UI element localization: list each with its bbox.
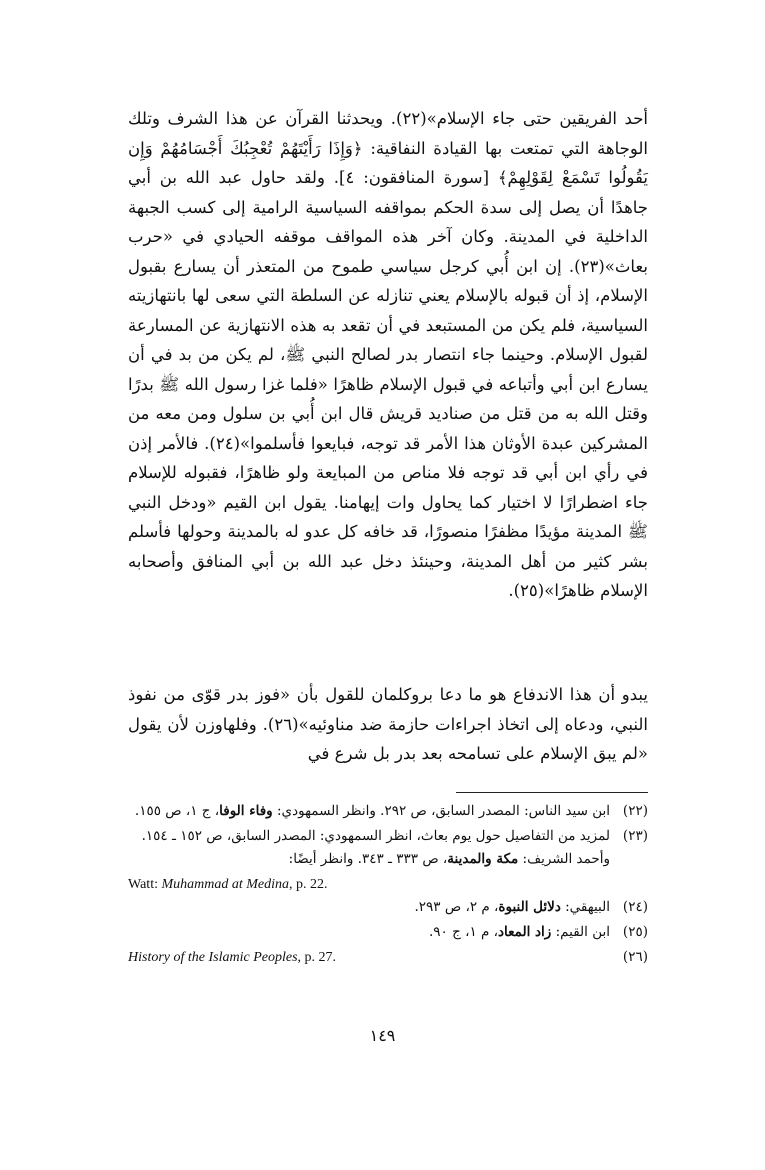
paragraph-1: أحد الفريقين حتى جاء الإسلام»(٢٢). ويحدثنا القرآن عن هذا الشرف وتلك الوجاهة التي تمتعت بها القيادة النفاقية: ﴿وَإِذَا رَأَيْتَهُمْ تُعْجِبُكَ أَجْسَامُهُمْ وَإِن يَقُولُوا تَسْمَعْ لِقَوْلِهِمْ﴾ [سورة المنافقون: ٤]. ولقد حاول عبد الله بن أبي جاهدًا أن يصل إلى سدة الحكم بمواقفه السياسية الرامية إلى كسب الجبهة الداخلية في المدينة. وكان آخر هذه المواقف موقفه الحيادي في «حرب بعاث»(٢٣). إن ابن أُبي كرجل سياسي طموح من المتعذر أن يسارع بقبول الإسلام، إذ أن قبوله بالإسلام يعني تنازله عن السلطة التي سعى لها بانتهازيته السياسية، فلم يكن من المستبعد في أن تقعد به هذه الانتهازية عن المسارعة لقبول الإسلام. وحينما جاء انتصار بدر لصالح النبي ﷺ، لم يكن من بد في أن يسارع ابن أبي وأتباعه في قبول الإسلام ظاهرًا «فلما غزا رسول الله ﷺ بدرًا وقتل الله به من قتل من صناديد قريش قال ابن أُبي بن سلول ومن معه من المشركين عبدة الأوثان هذا الأمر قد توجه، فبايعوا فأسلموا»(٢٤). فالأمر إذن في رأي ابن أبي قد توجه فلا مناص من المبايعة ولو ظاهرًا، فقبوله للإسلام جاء اضطرارًا لا اختيار كما يحاول وات إيهامنا. يقول ابن القيم «ودخل النبي ﷺ المدينة مؤيدًا مظفرًا منصورًا، قد خافه كل عدو له بالمدينة وحولها فأسلم بشر كثير من أهل المدينة، وحينئذ دخل عبد الله بن أبي المنافق وأصحابه الإسلام ظاهرًا»(٢٥).	[128, 109, 648, 600]
footnote-number: (٢٥)	[622, 924, 648, 940]
footnote-number: (٢٣)	[622, 828, 648, 844]
footnote-26	[128, 946, 648, 969]
footnote-23-latin: Watt: Muhammad at Medina, p. 22.	[128, 877, 328, 892]
footnote-text: ابن سيد الناس: المصدر السابق، ص ٢٩٢. وانظر السمهودي: وفاء الوفا، ج ١، ص ١٥٥.	[134, 803, 610, 819]
footnote-25	[128, 921, 648, 944]
footnote-text: لمزيد من التفاصيل حول يوم بعاث، انظر السمهودي: المصدر السابق، ص ١٥٢ ـ ١٥٤. وأحمد الشريف: مكة والمدينة، ص ٣٣٣ ـ ٣٤٣. وانظر أيضًا:	[141, 828, 610, 867]
footnote-text: ابن القيم: زاد المعاد، م ١، ج ٩٠.	[428, 924, 610, 940]
footnotes	[128, 800, 648, 969]
footnote-text: البيهقي: دلائل النبوة، م ٢، ص ٢٩٣.	[414, 899, 610, 915]
footnote-divider	[456, 792, 648, 793]
footnote-24	[128, 896, 648, 919]
footnote-number: (٢٢)	[622, 803, 648, 819]
footnote-22	[128, 800, 648, 823]
footnote-number: (٢٤)	[622, 899, 648, 915]
main-paragraph	[128, 104, 648, 606]
footnote-number: (٢٦)	[622, 949, 648, 965]
footnote-23	[128, 825, 648, 871]
page-number: ١٤٩	[369, 1026, 396, 1045]
paragraph-2: يبدو أن هذا الاندفاع هو ما دعا بروكلمان للقول بأن «فوز بدر قوّى من نفوذ النبي، ودعاه إلى اتخاذ اجراءات حازمة ضد مناوئيه»(٢٦). وفلهاوزن لأن يقول «لم يبق الإسلام على تسامحه بعد بدر بل شرع في	[128, 685, 648, 763]
footnote-text: History of the Islamic Peoples, p. 27.	[128, 950, 337, 965]
